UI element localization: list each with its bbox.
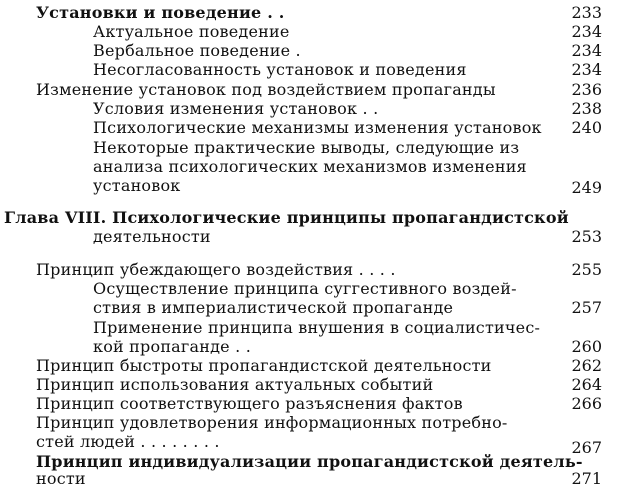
toc-entry-text: Актуальное поведение	[93, 22, 290, 41]
toc-entry-text: анализа психологических механизмов изменения	[93, 157, 527, 176]
toc-entry-text: Некоторые практические выводы, следующие из	[93, 138, 520, 157]
toc-page-number: 267	[571, 438, 602, 457]
toc-entry-text: установок	[93, 176, 181, 195]
toc-page-number: 234	[571, 60, 602, 79]
toc-entry-text: Осуществление принципа суггестивного воздей-	[93, 279, 517, 298]
toc-entry-text: Принцип убеждающего воздействия . . . .	[36, 260, 396, 279]
toc-entry-text: Психологические механизмы изменения установок	[93, 118, 542, 137]
toc-page-number: 264	[571, 375, 602, 394]
toc-entry-text: Принцип индивидуализации пропагандистской деятель-	[36, 452, 583, 471]
toc-page-number: 238	[571, 99, 602, 118]
toc-entry-text: Изменение установок под воздействием пропаганды	[36, 80, 496, 99]
toc-entry-text: Принцип удовлетворения информационных потребно-	[36, 413, 508, 432]
toc-entry-text: Принцип использования актуальных событий	[36, 375, 434, 394]
toc-entry-text: Применение принципа внушения в социалистичес-	[93, 318, 541, 337]
toc-entry-text: Вербальное поведение .	[93, 41, 301, 60]
toc-entry-text: ности	[36, 469, 86, 488]
toc-page-number: 260	[571, 337, 602, 356]
toc-page-number: 234	[571, 22, 602, 41]
toc-page-number: 271	[571, 469, 602, 488]
toc-page-number: 236	[571, 80, 602, 99]
toc-entry-text: Условия изменения установок . .	[93, 99, 379, 118]
toc-entry-text: Несогласованность установок и поведения	[93, 60, 467, 79]
toc-entry-text: Принцип соответствующего разъяснения фактов	[36, 394, 463, 413]
toc-page-number: 257	[571, 298, 602, 317]
toc-page-number: 253	[571, 227, 602, 246]
toc-entry-text: Глава VIII. Психологические принципы пропагандистской	[4, 208, 569, 227]
toc-page-number: 266	[571, 394, 602, 413]
toc-entry-text: деятельности	[93, 227, 211, 246]
toc-page-number: 233	[571, 3, 602, 22]
toc-entry-text: кой пропаганде . .	[93, 337, 251, 356]
toc-page-number: 234	[571, 41, 602, 60]
toc-entry-text: ствия в империалистической пропаганде	[93, 298, 454, 317]
toc-page-number: 249	[571, 178, 602, 197]
toc-page-number: 255	[571, 260, 602, 279]
toc-entry-text: Установки и поведение . .	[36, 3, 285, 22]
toc-entry-text: Принцип быстроты пропагандистской деятельности	[36, 356, 492, 375]
toc-page-number: 262	[571, 356, 602, 375]
toc-entry-text: стей людей . . . . . . . .	[36, 432, 220, 451]
toc-page-number: 240	[571, 118, 602, 137]
